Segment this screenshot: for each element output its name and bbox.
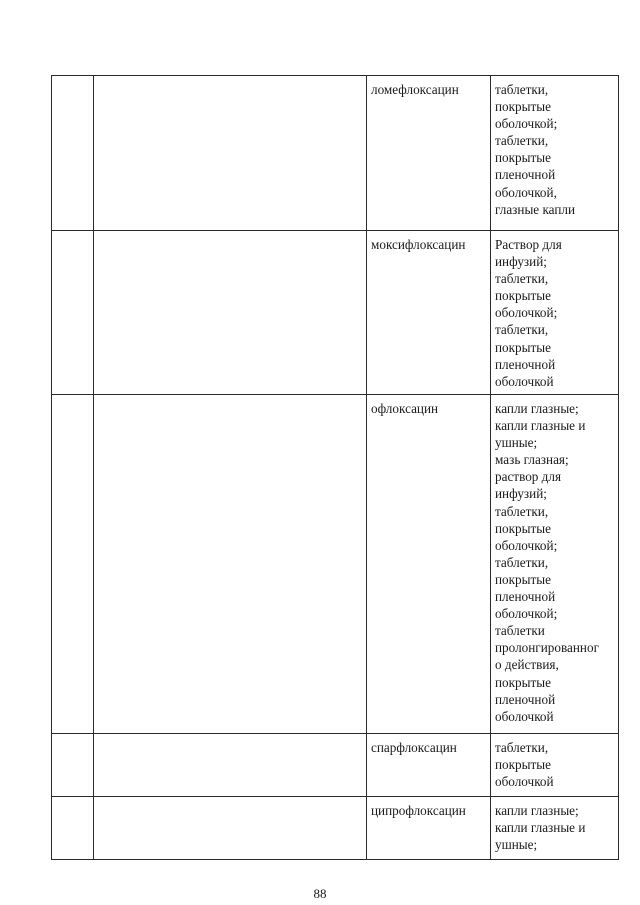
dosage-forms-cell — [491, 231, 619, 395]
dosage-forms-cell — [491, 76, 619, 231]
row-group-cell — [94, 797, 367, 860]
drug-name-cell — [367, 395, 491, 734]
drug-table-body — [52, 76, 619, 860]
row-code — [52, 395, 93, 400]
dosage-forms-cell — [491, 395, 619, 734]
drug-name: ломефлоксацин — [371, 82, 459, 97]
dosage-form-line: капли глазные; — [495, 401, 579, 416]
drug-name: ципрофлоксацин — [371, 803, 466, 818]
dosage-forms — [491, 76, 618, 218]
dosage-forms-cell — [491, 734, 619, 797]
dosage-form-line: оболочкой, — [495, 184, 557, 200]
drug-name-cell — [367, 734, 491, 797]
table-row — [52, 395, 619, 734]
row-code-cell — [52, 734, 94, 797]
dosage-form-line: покрытые — [495, 288, 551, 304]
row-code — [52, 797, 93, 802]
table-row — [52, 797, 619, 860]
row-group-cell — [94, 395, 367, 734]
row-group — [94, 734, 366, 739]
row-group-cell — [94, 734, 367, 797]
dosage-forms — [491, 395, 618, 725]
dosage-form-line: глазные капли — [495, 201, 576, 217]
dosage-form-line: Раствор для — [495, 237, 562, 252]
dosage-form-line: покрытые — [495, 150, 551, 166]
dosage-form-line: капли глазные и — [495, 820, 586, 836]
dosage-form-line: покрытые — [495, 674, 551, 690]
row-group — [94, 395, 366, 400]
dosage-form-line: оболочкой; — [495, 116, 558, 132]
table-row — [52, 734, 619, 797]
row-code-cell — [52, 76, 94, 231]
dosage-form-line: таблетки, — [495, 133, 549, 149]
dosage-forms — [491, 231, 618, 390]
row-code — [52, 76, 93, 81]
row-code — [52, 734, 93, 739]
dosage-form-line: оболочкой; — [495, 537, 558, 553]
dosage-form-line: инфузий; — [495, 486, 547, 502]
dosage-form-line: покрытые — [495, 571, 551, 587]
dosage-form-line: покрытые — [495, 757, 551, 773]
dosage-form-line: оболочкой; — [495, 606, 558, 622]
drug-name-cell — [367, 231, 491, 395]
dosage-form-line: таблетки, — [495, 271, 549, 287]
dosage-form-line: оболочкой; — [495, 305, 558, 321]
dosage-form-line: таблетки, — [495, 82, 549, 97]
dosage-form-line: покрытые — [495, 520, 551, 536]
dosage-form-line: оболочкой — [495, 774, 554, 790]
dosage-forms — [491, 797, 618, 853]
dosage-form-line: пролонгированног — [495, 640, 599, 656]
dosage-form-line: о действия, — [495, 657, 559, 673]
dosage-form-line: покрытые — [495, 99, 551, 115]
dosage-form-line: пленочной — [495, 356, 556, 372]
dosage-form-line: оболочкой — [495, 708, 554, 724]
row-group — [94, 231, 366, 236]
dosage-form-line: таблетки, — [495, 322, 549, 338]
dosage-form-line: таблетки, — [495, 554, 549, 570]
dosage-form-line: инфузий; — [495, 254, 547, 270]
row-group — [94, 76, 366, 81]
dosage-form-line: оболочкой — [495, 373, 554, 389]
row-group-cell — [94, 231, 367, 395]
dosage-form-line: раствор для — [495, 469, 562, 485]
table-row — [52, 76, 619, 231]
drug-table — [51, 75, 619, 860]
dosage-form-line: ушные; — [495, 435, 538, 451]
row-code-cell — [52, 395, 94, 734]
dosage-form-line: капли глазные и — [495, 418, 586, 434]
dosage-form-line: таблетки, — [495, 740, 549, 755]
dosage-form-line: ушные; — [495, 837, 538, 853]
row-code-cell — [52, 231, 94, 395]
drug-name: моксифлоксацин — [371, 237, 466, 252]
dosage-form-line: таблетки — [495, 623, 545, 639]
row-group-cell — [94, 76, 367, 231]
row-code — [52, 231, 93, 236]
page-number: 88 — [313, 886, 327, 901]
drug-name: офлоксацин — [371, 401, 439, 416]
dosage-forms-cell — [491, 797, 619, 860]
dosage-form-line: пленочной — [495, 691, 556, 707]
drug-name: спарфлоксацин — [371, 740, 457, 755]
dosage-form-line: покрытые — [495, 339, 551, 355]
drug-name-cell — [367, 797, 491, 860]
row-code-cell — [52, 797, 94, 860]
table-row — [52, 231, 619, 395]
drug-name-cell — [367, 76, 491, 231]
dosage-form-line: капли глазные; — [495, 803, 579, 818]
dosage-form-line: таблетки, — [495, 503, 549, 519]
dosage-forms — [491, 734, 618, 790]
dosage-form-line: мазь глазная; — [495, 452, 569, 468]
row-group — [94, 797, 366, 802]
dosage-form-line: пленочной — [495, 167, 556, 183]
dosage-form-line: пленочной — [495, 589, 556, 605]
